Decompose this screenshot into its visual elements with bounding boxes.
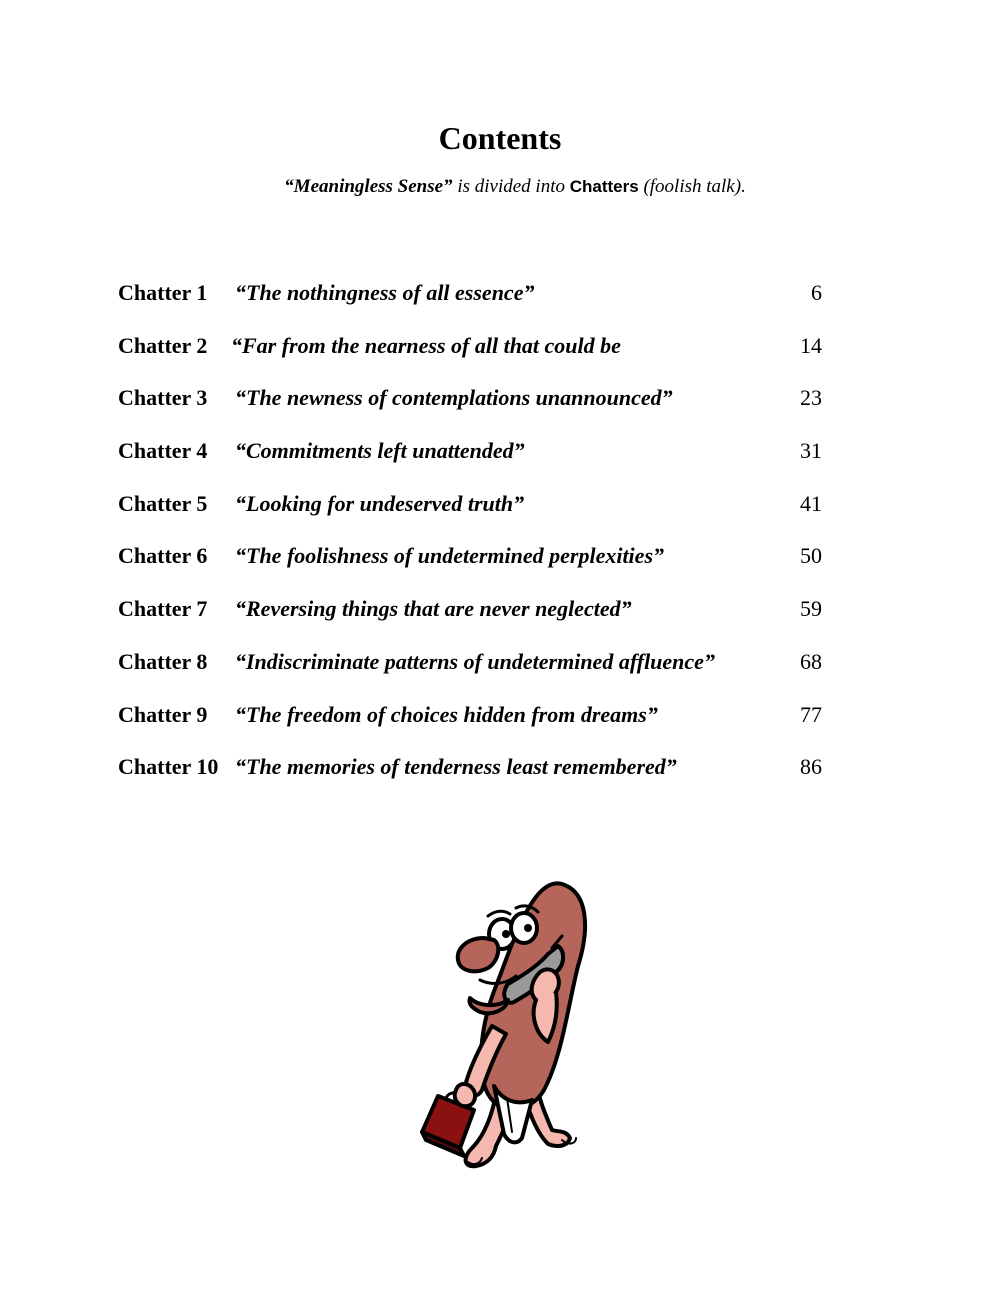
chapter-number: Chatter 1 — [118, 280, 208, 305]
toc-row[interactable] — [118, 486, 828, 539]
subtitle-book-name: “Meaningless Sense” — [284, 176, 453, 197]
chapter-page: 31 — [800, 438, 822, 464]
chapter-title: “The foolishness of undetermined perplexities” — [235, 543, 664, 569]
chapter-title: “The freedom of choices hidden from dreams” — [235, 701, 658, 727]
toc-row[interactable] — [118, 380, 828, 433]
chapter-title: “Commitments left unattended” — [235, 438, 525, 464]
subtitle-text: is divided into — [452, 176, 570, 197]
chapter-title: “The newness of contemplations unannounced” — [235, 385, 673, 411]
chapter-page: 6 — [811, 280, 822, 305]
chapter-number: Chatter 10 — [118, 754, 219, 780]
toc-row[interactable] — [118, 697, 828, 750]
toc-row[interactable] — [118, 328, 828, 381]
chapter-page: 77 — [800, 701, 822, 727]
toc-row[interactable] — [118, 538, 828, 591]
chapter-title: “The memories of tenderness least remembered” — [235, 754, 677, 780]
chapter-page: 41 — [800, 490, 822, 516]
sausage-man-on-phone-illustration — [412, 876, 602, 1176]
chapter-number: Chatter 9 — [118, 701, 208, 727]
subtitle-chatters: Chatters — [569, 177, 639, 196]
chapter-title: “Reversing things that are never neglected” — [235, 596, 632, 622]
chapter-page: 86 — [800, 754, 822, 780]
chapter-number: Chatter 2 — [118, 332, 208, 358]
chapter-title: “Indiscriminate patterns of undetermined affluence” — [235, 648, 715, 674]
chapter-number: Chatter 7 — [118, 596, 208, 622]
chapter-page: 59 — [800, 596, 822, 622]
toc-row[interactable] — [118, 749, 828, 802]
chapter-title: “Far from the nearness of all that could be — [231, 332, 621, 358]
page-subtitle — [0, 174, 1000, 200]
toc-row[interactable] — [118, 433, 828, 486]
chapter-number: Chatter 4 — [118, 438, 208, 464]
toc-row[interactable] — [118, 591, 828, 644]
toc-row[interactable] — [118, 275, 828, 328]
chapter-number: Chatter 5 — [118, 490, 208, 516]
chapter-number: Chatter 3 — [118, 385, 208, 411]
chapter-page: 68 — [800, 648, 822, 674]
chapter-title: “The nothingness of all essence” — [235, 280, 535, 305]
toc-row[interactable] — [118, 644, 828, 697]
chapter-page: 14 — [800, 332, 822, 358]
chapter-number: Chatter 8 — [118, 648, 208, 674]
page-title: Contents — [438, 120, 562, 156]
chapter-page: 50 — [800, 543, 822, 569]
chapter-page: 23 — [800, 385, 822, 411]
chapter-title: “Looking for undeserved truth” — [235, 490, 525, 516]
chapter-number: Chatter 6 — [118, 543, 208, 569]
subtitle-explanation: (foolish talk). — [638, 176, 746, 197]
table-of-contents — [118, 275, 828, 802]
